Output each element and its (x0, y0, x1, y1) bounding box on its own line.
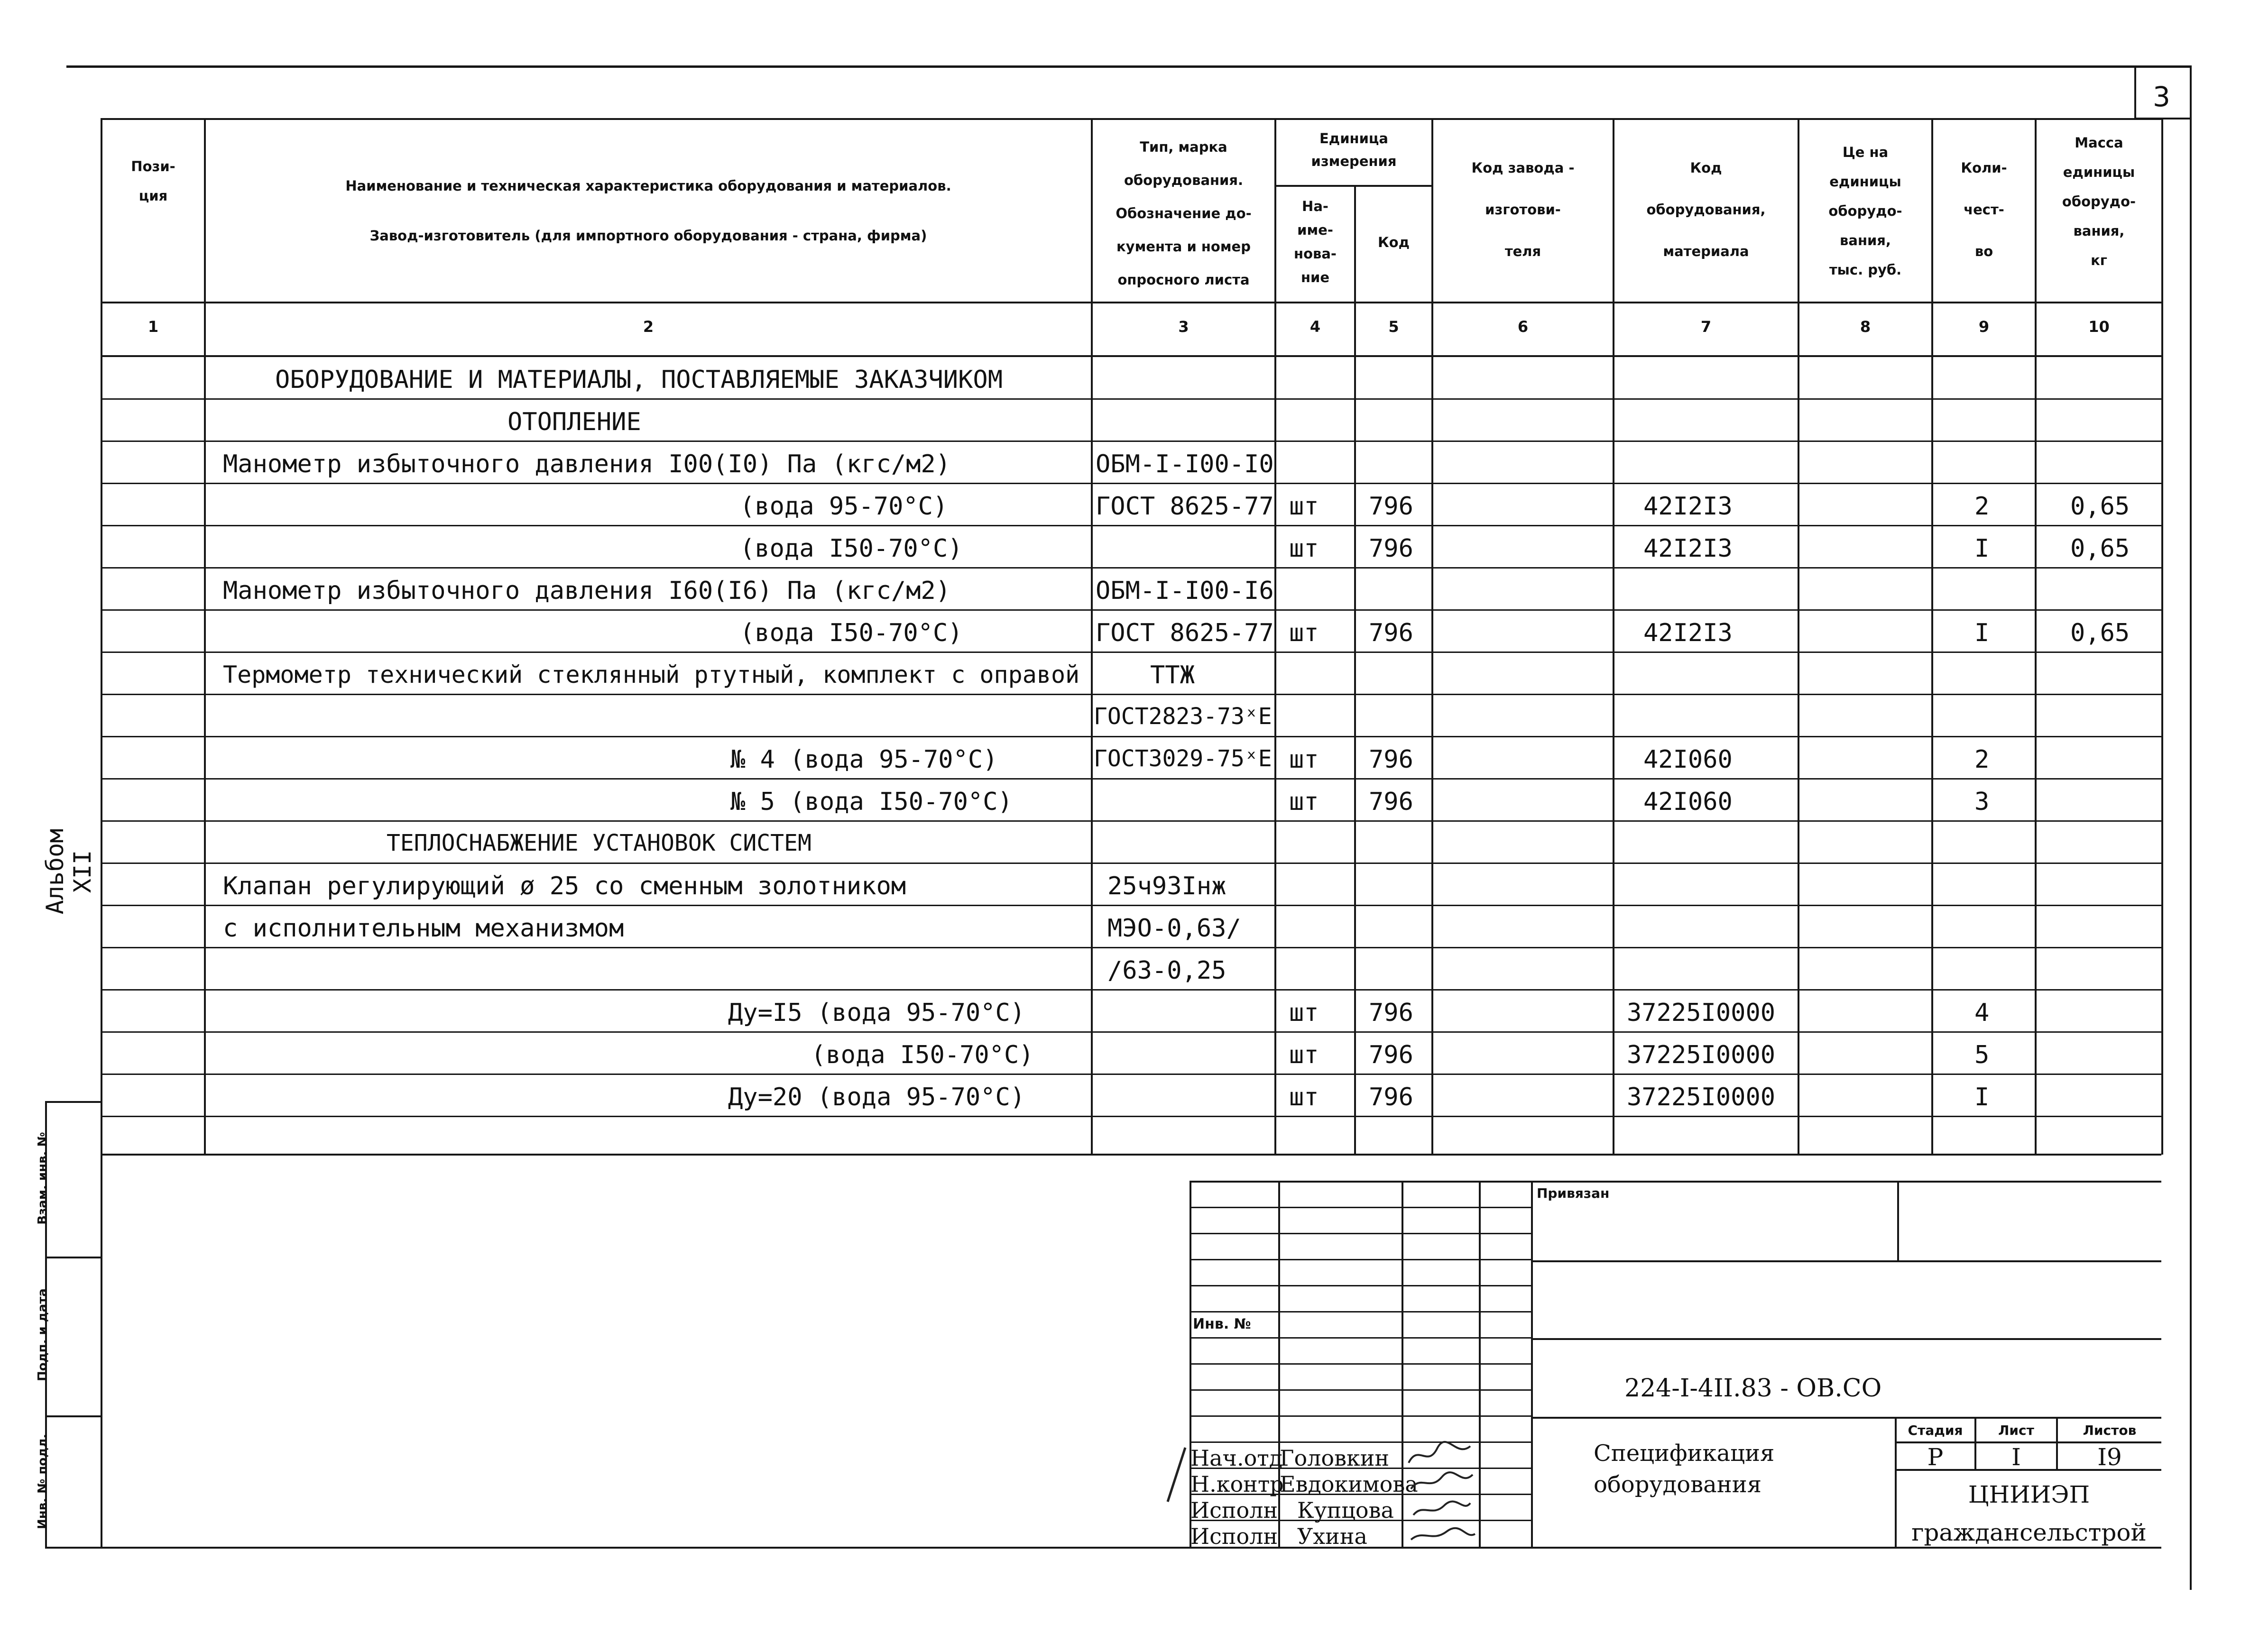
item-unit: шт (1289, 1083, 1319, 1111)
row-separator (101, 905, 2161, 906)
stamp-strip-top (45, 1101, 102, 1103)
item-unit: шт (1289, 619, 1319, 647)
header-unit-code: Код (1377, 234, 1410, 250)
margin-label-replacement: Взам. инв. № (36, 1132, 50, 1225)
stage-label: Стадия (1908, 1423, 1963, 1438)
item-equipment-code: 42I060 (1643, 788, 1733, 816)
item-quantity: I (1974, 1083, 1990, 1111)
col-line-10 (2161, 118, 2163, 1155)
row-separator (101, 567, 2161, 569)
colnum-7: 7 (1700, 318, 1712, 336)
item-type: /63-0,25 (1107, 956, 1227, 985)
document-code: 224-I-4II.83 - ОВ.СО (1624, 1374, 1882, 1403)
row-separator (101, 525, 2161, 526)
item-type: ГОСТ2823-73ˣЕ (1094, 703, 1272, 730)
item-quantity: I (1974, 619, 1990, 647)
frame-bottom-line (101, 1547, 2161, 1549)
item-quantity: 5 (1974, 1041, 1990, 1069)
item-unit-code: 796 (1369, 1041, 1413, 1069)
row-separator (101, 1074, 2161, 1075)
item-type: ГОСТ 8625-77 (1096, 619, 1274, 647)
header-unit-name: На- име- нова- ние (1294, 198, 1337, 285)
signature-name: Евдокимова (1280, 1471, 1418, 1497)
item-unit-code: 796 (1369, 1083, 1413, 1111)
margin-label-inventory: Инв. № подл. (36, 1433, 50, 1529)
page-number: 3 (2153, 81, 2170, 113)
item-unit-code: 796 (1369, 619, 1413, 647)
right-border (2190, 65, 2192, 1590)
item-name: ОТОПЛЕНИЕ (507, 408, 641, 436)
col-line-8 (1931, 118, 1933, 1155)
row-separator (101, 778, 2161, 780)
item-type: МЭО-0,63/ (1107, 914, 1241, 943)
signature-role: Нач.отд (1190, 1445, 1283, 1471)
header-unit-price: Це на единицы оборудо- вания, тыс. руб. (1828, 144, 1902, 278)
item-name: Ду=I5 (вода 95-70°С) (728, 999, 1025, 1027)
tb-col-d (1531, 1181, 1533, 1548)
row-separator (101, 736, 2161, 737)
item-unit: шт (1289, 492, 1319, 521)
item-equipment-code: 42I2I3 (1643, 619, 1733, 647)
title-block-row-line (1190, 1415, 1531, 1417)
colnum-6: 6 (1517, 318, 1529, 336)
row-separator (101, 441, 2161, 442)
page-number-box-left (2134, 66, 2136, 119)
row-separator (101, 1031, 2161, 1033)
item-unit: шт (1289, 999, 1319, 1027)
title-block-row-line (1190, 1311, 1531, 1312)
title-block-row-line (1190, 1207, 1531, 1208)
header-manufacturer-code: Код завода - изготови- теля (1471, 160, 1575, 259)
header-position: Пози- ция (131, 158, 175, 204)
colnum-3: 3 (1178, 318, 1189, 336)
title-block-row-line (1190, 1389, 1531, 1391)
sheets-value: I9 (2097, 1443, 2122, 1471)
title-block-row-line (1190, 1363, 1531, 1365)
row-separator (101, 989, 2161, 991)
item-equipment-code: 42I060 (1643, 745, 1733, 774)
item-name: Клапан регулирующий ø 25 со сменным золотником (223, 872, 906, 900)
tb-line-inv (1531, 1338, 2161, 1340)
item-type: 25ч93Iнж (1107, 872, 1227, 900)
margin-label-signature-date: Подп. и дата (36, 1288, 50, 1381)
signature-slash (1167, 1447, 1187, 1502)
row-separator (101, 483, 2161, 484)
header-type: Тип, марка оборудования. Обозначение до- кумента и номер опросного листа (1116, 139, 1252, 288)
header-unit-group: Единица измерения (1311, 130, 1397, 169)
tb-col-priv (1897, 1181, 1899, 1261)
stamp-strip-bottom (45, 1547, 102, 1549)
item-unit-code: 796 (1369, 745, 1413, 774)
signature-name: Ухина (1297, 1524, 1367, 1549)
item-name: ТЕПЛОСНАБЖЕНИЕ УСТАНОВОК СИСТЕМ (387, 830, 812, 856)
item-name: № 5 (вода I50-70°С) (730, 788, 1013, 816)
colnum-8: 8 (1860, 318, 1871, 336)
item-unit: шт (1289, 788, 1319, 816)
handwritten-signatures (1404, 1439, 1480, 1546)
signature-name: Купцова (1297, 1497, 1394, 1523)
colnum-5: 5 (1388, 318, 1399, 336)
item-name: Манометр избыточного давления I60(I6) Па (кгс/м2) (223, 577, 951, 605)
header-unit-mass: Масса единицы оборудо- вания, кг (2062, 135, 2136, 268)
title-block-row-line (1190, 1337, 1531, 1339)
sheet-label: Лист (1998, 1423, 2034, 1438)
item-name: (вода I50-70°С) (811, 1041, 1034, 1069)
item-equipment-code: 37225I0000 (1627, 1041, 1776, 1069)
col-line-6 (1613, 118, 1614, 1155)
item-unit: шт (1289, 1041, 1319, 1069)
item-equipment-code: 42I2I3 (1643, 492, 1733, 521)
item-mass: 0,65 (2070, 534, 2130, 563)
colnum-1: 1 (148, 318, 159, 336)
title-block-row-line (1190, 1259, 1531, 1260)
title-block-row-line (1190, 1285, 1531, 1286)
organization: ЦНИИЭП граждансельстрой (1911, 1481, 2147, 1546)
item-unit-code: 796 (1369, 999, 1413, 1027)
item-name: (вода I50-70°С) (740, 534, 963, 563)
item-type: ОБМ-I-I00-I0 (1096, 450, 1274, 478)
item-name: Ду=20 (вода 95-70°С) (728, 1083, 1025, 1111)
top-rule (66, 65, 2191, 68)
album-label: Альбом XII (41, 828, 96, 915)
col-line-5 (1431, 118, 1433, 1155)
row-separator (101, 652, 2161, 653)
item-unit: шт (1289, 534, 1319, 563)
title-block-row-line (1190, 1233, 1531, 1234)
stamp-strip-sep2 (45, 1415, 102, 1417)
row-separator (101, 863, 2161, 864)
inv-no-label: Инв. № (1193, 1316, 1251, 1332)
header-equipment-code: Код оборудования, материала (1646, 160, 1766, 259)
item-name: Манометр избыточного давления I00(I0) Па (кгс/м2) (223, 450, 951, 478)
row-separator (101, 820, 2161, 822)
item-name: (вода 95-70°С) (740, 492, 948, 521)
stamp-strip-sep1 (45, 1257, 102, 1258)
row-separator (101, 947, 2161, 948)
privyazan-label: Привязан (1537, 1185, 1610, 1201)
table-bottom-line (101, 1154, 2161, 1156)
item-quantity: 2 (1974, 492, 1990, 521)
item-unit: шт (1289, 745, 1319, 774)
item-type: ГОСТ 8625-77 (1096, 492, 1274, 521)
signature-role: Исполн (1190, 1497, 1278, 1523)
item-type: ТТЖ (1150, 661, 1195, 689)
tb-line-code (1531, 1417, 2161, 1419)
item-quantity: 3 (1974, 788, 1990, 816)
item-type: ГОСТ3029-75ˣЕ (1094, 745, 1272, 772)
header-quantity: Коли- чест- во (1961, 160, 2007, 259)
stage-value: Р (1927, 1443, 1944, 1471)
item-unit-code: 796 (1369, 788, 1413, 816)
row-separator (101, 694, 2161, 695)
item-name: № 4 (вода 95-70°С) (730, 745, 998, 774)
item-type: ОБМ-I-I00-I6 (1096, 577, 1274, 605)
row-separator (101, 398, 2161, 400)
header-bottom-line (101, 302, 2161, 303)
colnum-9: 9 (1978, 318, 1990, 336)
item-name: с исполнительным механизмом (223, 914, 624, 943)
signature-name: Головкин (1280, 1445, 1390, 1471)
signature-role: Н.контр (1190, 1471, 1284, 1497)
colnum-2: 2 (643, 318, 654, 336)
col-line-1 (204, 118, 206, 1155)
signature-role: Исполн (1190, 1524, 1278, 1549)
document-title: Спецификация оборудования (1594, 1440, 1775, 1498)
item-quantity: 2 (1974, 745, 1990, 774)
tb-priv-bottom (1531, 1260, 2161, 1262)
colnum-10: 10 (2088, 318, 2110, 336)
title-block-row-line (1190, 1441, 1531, 1443)
item-equipment-code: 37225I0000 (1627, 1083, 1776, 1111)
item-quantity: I (1974, 534, 1990, 563)
tb-top (1190, 1181, 2161, 1183)
sheet-value: I (2011, 1443, 2021, 1471)
item-name: ОБОРУДОВАНИЕ И МАТЕРИАЛЫ, ПОСТАВЛЯЕМЫЕ ЗАКАЗЧИКОМ (275, 366, 1003, 394)
item-mass: 0,65 (2070, 619, 2130, 647)
sheets-label: Листов (2083, 1423, 2137, 1438)
colnum-4: 4 (1310, 318, 1321, 336)
item-unit-code: 796 (1369, 492, 1413, 521)
column-number-line (101, 355, 2161, 357)
item-mass: 0,65 (2070, 492, 2130, 521)
item-equipment-code: 42I2I3 (1643, 534, 1733, 563)
row-separator (101, 1116, 2161, 1117)
row-separator (101, 609, 2161, 611)
item-quantity: 4 (1974, 999, 1990, 1027)
table-top-line (101, 118, 2161, 120)
item-unit-code: 796 (1369, 534, 1413, 563)
item-equipment-code: 37225I0000 (1627, 999, 1776, 1027)
item-name: Термометр технический стеклянный ртутный, комплект с оправой (223, 661, 1080, 688)
item-name: (вода I50-70°С) (740, 619, 963, 647)
header-name: Наименование и техническая характеристика оборудования и материалов. Завод-изготовитель (для импортного оборудования - страна, фирма) (345, 178, 951, 244)
